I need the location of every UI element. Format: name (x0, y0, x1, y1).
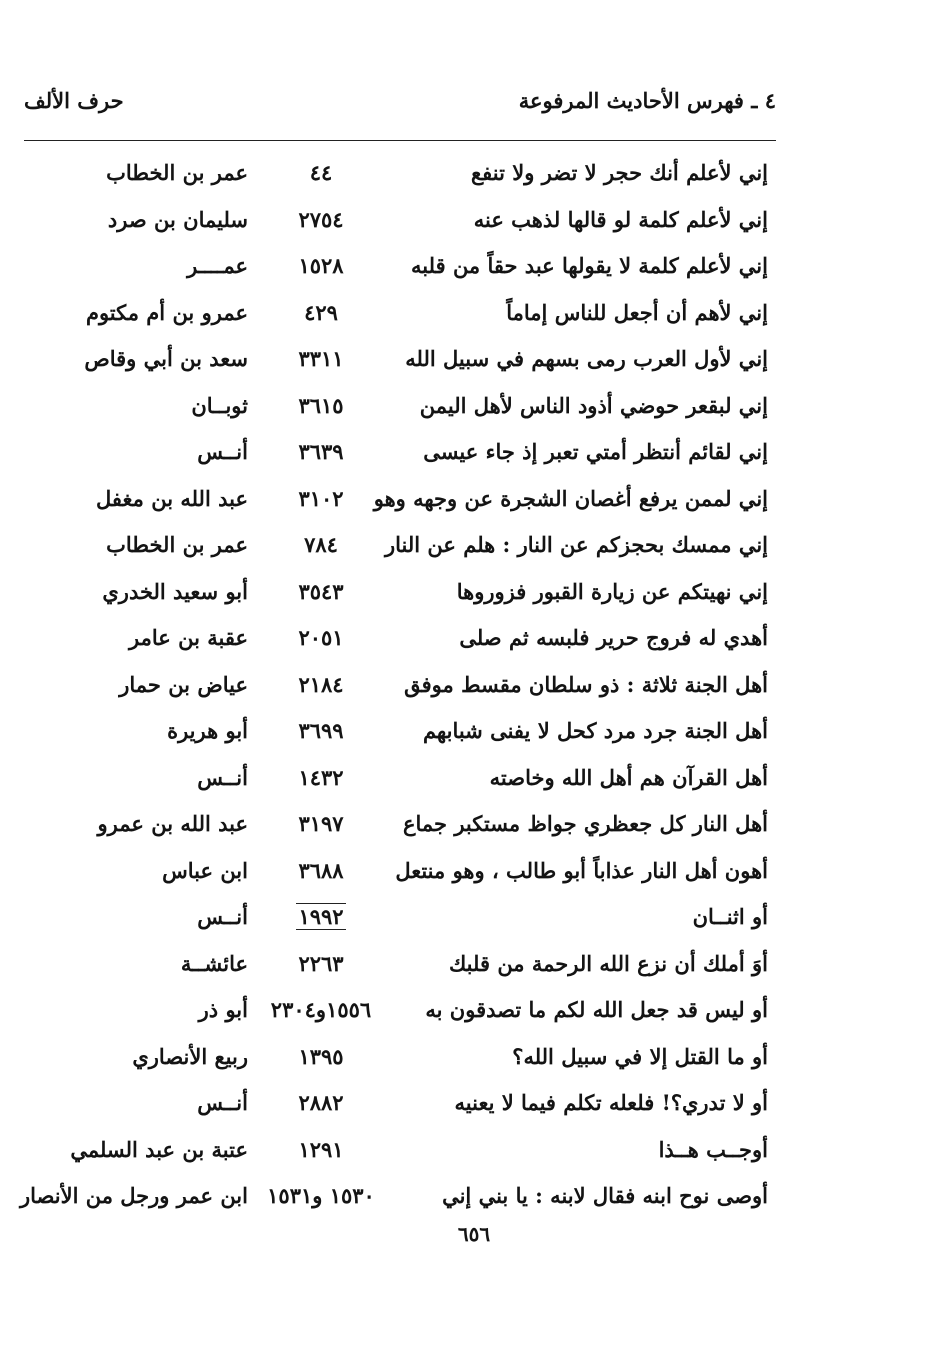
hadith-number-value: ٣٦٨٨ (298, 857, 344, 883)
hadith-text: أهل الجنة ثلاثة : ذو سلطان مقسط موفق (404, 671, 768, 697)
hadith-number (266, 851, 376, 898)
narrator-name: ربيع الأنصاري (132, 1043, 248, 1069)
page-header (24, 88, 776, 128)
hadith-text: إني لبقعر حوضي أذود الناس لأهل اليمن (419, 392, 768, 418)
hadith-number (266, 293, 376, 340)
hadith-number-value: ٧٨٤ (304, 532, 338, 557)
hadith-number (266, 618, 376, 665)
hadith-number-value: ٣١٠٢ (298, 485, 344, 511)
narrator-name: عمرو بن أم مكتوم (85, 299, 248, 325)
index-row (0, 293, 948, 340)
hadith-number (266, 665, 376, 712)
narrator-name: أبو هريرة (167, 718, 248, 743)
hadith-number-value: ٣٦٩٩ (298, 718, 344, 743)
narrator-name: أبو سعيد الخدري (102, 578, 248, 604)
hadith-number (266, 525, 376, 572)
hadith-number-value: ٢٠٥١ (298, 625, 344, 650)
narrator-name: أنــس (197, 439, 248, 464)
index-row (0, 990, 948, 1037)
narrator-name: أنــس (197, 904, 248, 929)
hadith-number-value: ٤٤ (309, 160, 333, 185)
hadith-number-value: ١٥٣٠ و١٥٣١ (267, 1183, 375, 1208)
hadith-number (266, 339, 376, 386)
hadith-number (266, 432, 376, 479)
hadith-text: أو لا تدري؟! فلعله تكلم فيما لا يعنيه (454, 1090, 768, 1115)
hadith-number-value: ١٥٢٨ (298, 253, 344, 278)
hadith-number-value: ١٢٩١ (298, 1136, 344, 1162)
narrator-name: سعد بن أبي وقاص (84, 346, 248, 371)
hadith-number-value: ٢٧٥٤ (298, 206, 344, 232)
narrator-name: ثوبــان (191, 392, 248, 418)
narrator-name: عبد الله بن عمرو (97, 811, 248, 836)
narrator-name: سليمان بن صرد (107, 206, 248, 232)
hadith-number (266, 479, 376, 526)
hadith-number-value: ٣٦١٥ (298, 392, 344, 418)
index-row (0, 525, 948, 572)
narrator-name: عمر بن الخطاب (106, 532, 248, 557)
index-row (0, 804, 948, 851)
hadith-number (266, 758, 376, 805)
hadith-number-value: ٣٣١١ (298, 346, 344, 371)
hadith-number-value: ١٤٣٢ (298, 764, 344, 790)
hadith-number (266, 153, 376, 200)
hadith-number (266, 200, 376, 247)
index-row (0, 851, 948, 898)
index-row (0, 1176, 948, 1223)
hadith-number (266, 1130, 376, 1177)
hadith-text: أوَ أملك أن نزع الله الرحمة من قلبك (448, 950, 768, 976)
index-row (0, 758, 948, 805)
narrator-name: عتبة بن عبد السلمي (70, 1136, 248, 1162)
hadith-number (266, 1037, 376, 1084)
index-row (0, 944, 948, 991)
hadith-text: إني نهيتكم عن زيارة القبور فزوروها (456, 578, 768, 604)
hadith-number (266, 711, 376, 758)
hadith-text: أهون أهل النار عذاباً أبو طالب ، وهو منتعل (395, 857, 768, 883)
narrator-name: ابن عمر ورجل من الأنصار (20, 1183, 248, 1208)
hadith-number-value: ٣٦٣٩ (298, 439, 344, 464)
index-row (0, 572, 948, 619)
hadith-text: أهل الجنة جرد مرد كحل لا يفنى شبابهم (422, 718, 768, 743)
hadith-text: أو ما القتل إلا في سبيل الله؟ (512, 1043, 768, 1069)
hadith-number (266, 1083, 376, 1130)
index-row (0, 386, 948, 433)
narrator-name: عمــــر (187, 253, 248, 278)
hadith-text: إني لقائم أنتظر أمتي تعبر إذ جاء عيسى (423, 439, 768, 464)
hadith-text: أو ليس قد جعل الله لكم ما تصدقون به (425, 997, 768, 1022)
hadith-number-value: ٢٢٦٣ (298, 950, 344, 976)
hadith-number (266, 1176, 376, 1223)
hadith-text: أهدي له فروج حرير فلبسه ثم صلى (459, 625, 768, 650)
index-row (0, 897, 948, 944)
index-row (0, 479, 948, 526)
index-row (0, 1083, 948, 1130)
header-divider (24, 140, 776, 141)
hadith-number-value: ٢٨٨٢ (298, 1090, 344, 1115)
hadith-text: إني لأعلم كلمة لا يقولها عبد حقاً من قلبه (411, 253, 768, 278)
index-row (0, 200, 948, 247)
hadith-number (266, 386, 376, 433)
hadith-text: أوجــب هــذا (658, 1136, 768, 1162)
hadith-number (266, 990, 376, 1037)
index-row (0, 1037, 948, 1084)
index-row (0, 711, 948, 758)
hadith-text: إني ممسك بحجزكم عن النار : هلم عن النار (384, 532, 768, 557)
narrator-name: أبو ذر (198, 997, 248, 1022)
hadith-text: إني لأعلم كلمة لو قالها لذهب عنه (473, 206, 768, 232)
hadith-number-value: ٢١٨٤ (298, 671, 344, 697)
narrator-name: عمر بن الخطاب (106, 160, 248, 185)
index-row (0, 246, 948, 293)
hadith-number (266, 897, 376, 944)
index-row (0, 432, 948, 479)
section-letter: حرف الألف (24, 88, 124, 113)
hadith-number-value: ١٥٥٦و٢٣٠٤ (270, 997, 372, 1022)
hadith-text: إني لأهم أن أجعل للناس إماماً (506, 299, 768, 325)
index-row (0, 1130, 948, 1177)
narrator-name: ابن عباس (162, 857, 248, 883)
hadith-number (266, 246, 376, 293)
hadith-number-value: ٣١٩٧ (298, 811, 344, 836)
hadith-text: إني لأول العرب رمى بسهم في سبيل الله (405, 346, 768, 371)
hadith-number (266, 944, 376, 991)
hadith-number (266, 804, 376, 851)
hadith-number-value: ٣٥٤٣ (298, 578, 344, 604)
narrator-name: عقبة بن عامر (129, 625, 248, 650)
hadith-number-value: ١٣٩٥ (298, 1043, 344, 1069)
hadith-number-value: ٤٢٩ (304, 299, 338, 325)
hadith-number (266, 572, 376, 619)
narrator-name: عبد الله بن مغفل (95, 485, 248, 511)
chapter-title: ٤ ـ فهرس الأحاديث المرفوعة (518, 88, 776, 113)
narrator-name: عائشــة (180, 950, 248, 976)
index-row (0, 339, 948, 386)
index-row (0, 153, 948, 200)
index-row (0, 665, 948, 712)
hadith-text: إني لأعلم أنك حجر لا تضر ولا تنفع (470, 160, 768, 185)
hadith-text: أوصى نوح ابنه فقال لابنه : يا بني إني (442, 1183, 768, 1208)
narrator-name: أنــس (197, 1090, 248, 1115)
hadith-text: أهل النار كل جعظري جواظ مستكبر جماع (402, 811, 768, 836)
hadith-number-value: ١٩٩٢ (298, 904, 344, 929)
narrator-name: أنــس (197, 764, 248, 790)
page-number: ٦٥٦ (457, 1222, 491, 1246)
hadith-text: إني لممن يرفع أغصان الشجرة عن وجهه وهو (373, 485, 768, 511)
narrator-name: عياض بن حمار (119, 671, 248, 697)
hadith-index-list (0, 153, 948, 1223)
index-row (0, 618, 948, 665)
hadith-text: أو اثنــان (692, 904, 768, 929)
hadith-text: أهل القرآن هم أهل الله وخاصته (489, 764, 768, 790)
